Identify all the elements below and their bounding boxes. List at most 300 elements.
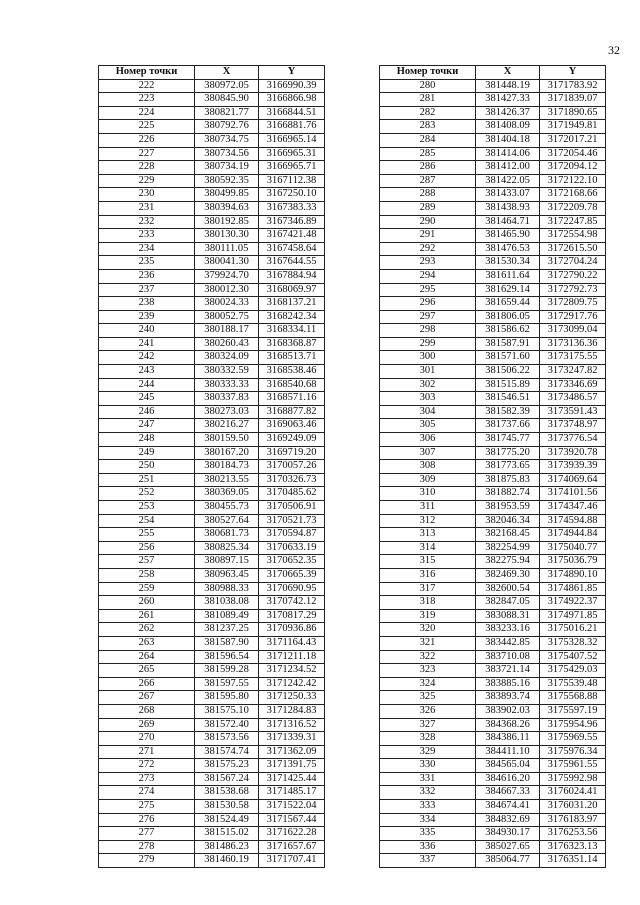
table-row	[99, 650, 325, 664]
point-number-cell: 315	[380, 555, 476, 569]
point-number-cell: 250	[99, 460, 195, 474]
x-coordinate-cell: 380734.56	[195, 147, 259, 161]
x-coordinate-cell: 385027.65	[476, 840, 540, 854]
y-coordinate-cell: 3172168.66	[540, 188, 606, 202]
x-coordinate-cell: 381611.64	[476, 269, 540, 283]
table-row	[99, 677, 325, 691]
y-coordinate-cell: 3171839.07	[540, 93, 606, 107]
x-coordinate-cell: 381574.74	[195, 745, 259, 759]
y-coordinate-cell: 3173748.97	[540, 419, 606, 433]
point-number-cell: 337	[380, 854, 476, 868]
table-row	[99, 704, 325, 718]
x-coordinate-cell: 381506.22	[476, 365, 540, 379]
x-coordinate-cell: 381465.90	[476, 229, 540, 243]
x-coordinate-cell: 384667.33	[476, 786, 540, 800]
x-coordinate-cell: 380499.85	[195, 188, 259, 202]
table-row	[99, 691, 325, 705]
y-coordinate-cell: 3171567.44	[259, 813, 325, 827]
table-row	[99, 201, 325, 215]
point-number-cell: 223	[99, 93, 195, 107]
table-row	[380, 392, 606, 406]
point-number-cell: 313	[380, 528, 476, 542]
y-coordinate-cell: 3174944.84	[540, 528, 606, 542]
point-number-cell: 235	[99, 256, 195, 270]
table-row	[99, 596, 325, 610]
point-number-cell: 263	[99, 636, 195, 650]
y-coordinate-cell: 3167346.89	[259, 215, 325, 229]
point-number-cell: 249	[99, 446, 195, 460]
x-coordinate-cell: 381595.80	[195, 691, 259, 705]
y-coordinate-cell: 3173591.43	[540, 405, 606, 419]
table-row	[380, 147, 606, 161]
table-row	[99, 229, 325, 243]
table-row	[380, 93, 606, 107]
table-row	[99, 433, 325, 447]
x-coordinate-cell: 381737.66	[476, 419, 540, 433]
y-coordinate-cell: 3166965.71	[259, 161, 325, 175]
table-row	[380, 541, 606, 555]
y-coordinate-cell: 3176024.41	[540, 786, 606, 800]
table-row	[99, 732, 325, 746]
point-number-cell: 305	[380, 419, 476, 433]
y-coordinate-cell: 3176323.13	[540, 840, 606, 854]
y-coordinate-cell: 3170326.73	[259, 473, 325, 487]
x-coordinate-cell: 380333.33	[195, 378, 259, 392]
table-row	[380, 242, 606, 256]
x-coordinate-cell: 381953.59	[476, 501, 540, 515]
y-coordinate-cell: 3174922.37	[540, 596, 606, 610]
y-coordinate-cell: 3171242.42	[259, 677, 325, 691]
x-coordinate-cell: 384565.04	[476, 759, 540, 773]
x-coordinate-cell: 381486.23	[195, 840, 259, 854]
y-coordinate-cell: 3167644.55	[259, 256, 325, 270]
x-coordinate-cell: 380332.59	[195, 365, 259, 379]
point-number-cell: 302	[380, 378, 476, 392]
y-coordinate-cell: 3173346.69	[540, 378, 606, 392]
point-number-cell: 332	[380, 786, 476, 800]
table-row	[380, 337, 606, 351]
table-row	[99, 664, 325, 678]
x-coordinate-cell: 380052.75	[195, 310, 259, 324]
y-coordinate-cell: 3167112.38	[259, 174, 325, 188]
table-row	[380, 732, 606, 746]
y-coordinate-cell: 3175040.77	[540, 541, 606, 555]
point-number-cell: 309	[380, 473, 476, 487]
y-coordinate-cell: 3168334.11	[259, 324, 325, 338]
y-coordinate-cell: 3172917.76	[540, 310, 606, 324]
point-number-cell: 293	[380, 256, 476, 270]
table-row	[99, 609, 325, 623]
table-row	[99, 215, 325, 229]
y-coordinate-cell: 3168242.34	[259, 310, 325, 324]
x-coordinate-cell: 381530.58	[195, 800, 259, 814]
y-coordinate-cell: 3167884.94	[259, 269, 325, 283]
table-row	[380, 79, 606, 93]
table-row	[380, 297, 606, 311]
table-row	[380, 365, 606, 379]
y-coordinate-cell: 3174347.46	[540, 501, 606, 515]
table-row	[99, 297, 325, 311]
point-number-cell: 237	[99, 283, 195, 297]
point-number-cell: 242	[99, 351, 195, 365]
point-number-cell: 228	[99, 161, 195, 175]
x-coordinate-cell: 380167.20	[195, 446, 259, 460]
table-row	[380, 120, 606, 134]
point-number-cell: 314	[380, 541, 476, 555]
point-number-cell: 245	[99, 392, 195, 406]
x-coordinate-cell: 380159.50	[195, 433, 259, 447]
point-number-cell: 277	[99, 827, 195, 841]
x-coordinate-cell: 383442.85	[476, 636, 540, 650]
table-row	[380, 188, 606, 202]
x-coordinate-cell: 380845.90	[195, 93, 259, 107]
x-coordinate-cell: 381806.05	[476, 310, 540, 324]
point-number-cell: 301	[380, 365, 476, 379]
table-row	[99, 487, 325, 501]
x-coordinate-cell: 384386.11	[476, 732, 540, 746]
table-row	[99, 460, 325, 474]
y-coordinate-cell: 3166990.39	[259, 79, 325, 93]
point-number-cell: 319	[380, 609, 476, 623]
point-number-cell: 312	[380, 514, 476, 528]
table-header-row	[99, 66, 325, 80]
x-coordinate-cell: 380527.64	[195, 514, 259, 528]
point-number-cell: 306	[380, 433, 476, 447]
x-coordinate-cell: 380184.73	[195, 460, 259, 474]
y-coordinate-cell: 3171362.09	[259, 745, 325, 759]
page-number: 32	[608, 43, 620, 57]
y-coordinate-cell: 3171485.17	[259, 786, 325, 800]
table-row	[380, 704, 606, 718]
table-row	[380, 460, 606, 474]
x-coordinate-cell: 384616.20	[476, 772, 540, 786]
y-coordinate-cell: 3175328.32	[540, 636, 606, 650]
table-row	[99, 79, 325, 93]
point-number-cell: 236	[99, 269, 195, 283]
table-row	[380, 283, 606, 297]
y-coordinate-cell: 3174594.88	[540, 514, 606, 528]
x-coordinate-cell: 383902.03	[476, 704, 540, 718]
point-number-cell: 239	[99, 310, 195, 324]
x-coordinate-cell: 380455.73	[195, 501, 259, 515]
x-coordinate-cell: 381587.91	[476, 337, 540, 351]
table-row	[380, 596, 606, 610]
point-number-cell: 259	[99, 582, 195, 596]
x-coordinate-cell: 380213.55	[195, 473, 259, 487]
point-number-cell: 270	[99, 732, 195, 746]
y-coordinate-cell: 3172554.98	[540, 229, 606, 243]
point-number-cell: 328	[380, 732, 476, 746]
table-row	[380, 351, 606, 365]
x-coordinate-cell: 381515.89	[476, 378, 540, 392]
table-row	[99, 405, 325, 419]
point-number-cell: 280	[380, 79, 476, 93]
y-coordinate-cell: 3176031.20	[540, 800, 606, 814]
point-number-cell: 295	[380, 283, 476, 297]
x-coordinate-cell: 381460.19	[195, 854, 259, 868]
point-number-cell: 324	[380, 677, 476, 691]
y-coordinate-cell: 3174101.56	[540, 487, 606, 501]
y-coordinate-cell: 3172122.10	[540, 174, 606, 188]
x-coordinate-cell: 382600.54	[476, 582, 540, 596]
y-coordinate-cell: 3168368.87	[259, 337, 325, 351]
table-row	[99, 854, 325, 868]
table-row	[380, 161, 606, 175]
table-row	[380, 419, 606, 433]
y-coordinate-cell: 3166881.76	[259, 120, 325, 134]
table-row	[380, 650, 606, 664]
y-coordinate-cell: 3170521.73	[259, 514, 325, 528]
table-row	[99, 555, 325, 569]
y-coordinate-cell: 3172615.50	[540, 242, 606, 256]
point-number-cell: 308	[380, 460, 476, 474]
x-coordinate-cell: 381575.10	[195, 704, 259, 718]
point-number-cell: 294	[380, 269, 476, 283]
point-number-cell: 257	[99, 555, 195, 569]
table-row	[380, 813, 606, 827]
x-coordinate-cell: 382254.99	[476, 541, 540, 555]
x-coordinate-cell: 381546.51	[476, 392, 540, 406]
x-coordinate-cell: 380188.17	[195, 324, 259, 338]
x-coordinate-cell: 380734.75	[195, 133, 259, 147]
header-point-number: Номер точки	[99, 66, 195, 80]
x-coordinate-cell: 381875.83	[476, 473, 540, 487]
table-row	[99, 283, 325, 297]
y-coordinate-cell: 3171657.67	[259, 840, 325, 854]
y-coordinate-cell: 3168877.82	[259, 405, 325, 419]
table-row	[99, 473, 325, 487]
y-coordinate-cell: 3173099.04	[540, 324, 606, 338]
y-coordinate-cell: 3175036.79	[540, 555, 606, 569]
table-row	[380, 215, 606, 229]
table-row	[380, 310, 606, 324]
point-number-cell: 327	[380, 718, 476, 732]
point-number-cell: 330	[380, 759, 476, 773]
point-number-cell: 253	[99, 501, 195, 515]
x-coordinate-cell: 383088.31	[476, 609, 540, 623]
y-coordinate-cell: 3170633.19	[259, 541, 325, 555]
y-coordinate-cell: 3175407.52	[540, 650, 606, 664]
point-number-cell: 273	[99, 772, 195, 786]
coordinates-table-right	[379, 65, 606, 868]
point-number-cell: 307	[380, 446, 476, 460]
table-row	[99, 501, 325, 515]
x-coordinate-cell: 381567.24	[195, 772, 259, 786]
point-number-cell: 255	[99, 528, 195, 542]
y-coordinate-cell: 3176183.97	[540, 813, 606, 827]
table-row	[380, 827, 606, 841]
point-number-cell: 317	[380, 582, 476, 596]
x-coordinate-cell: 380012.30	[195, 283, 259, 297]
x-coordinate-cell: 380792.76	[195, 120, 259, 134]
y-coordinate-cell: 3174861.85	[540, 582, 606, 596]
point-number-cell: 310	[380, 487, 476, 501]
table-row	[380, 201, 606, 215]
table-row	[380, 229, 606, 243]
x-coordinate-cell: 380111.05	[195, 242, 259, 256]
header-y: Y	[259, 66, 325, 80]
table-row	[99, 133, 325, 147]
x-coordinate-cell: 380734.19	[195, 161, 259, 175]
y-coordinate-cell: 3166866.98	[259, 93, 325, 107]
point-number-cell: 224	[99, 106, 195, 120]
y-coordinate-cell: 3170742.12	[259, 596, 325, 610]
y-coordinate-cell: 3173920.78	[540, 446, 606, 460]
y-coordinate-cell: 3168513.71	[259, 351, 325, 365]
point-number-cell: 266	[99, 677, 195, 691]
x-coordinate-cell: 380324.09	[195, 351, 259, 365]
point-number-cell: 336	[380, 840, 476, 854]
x-coordinate-cell: 381573.56	[195, 732, 259, 746]
point-number-cell: 267	[99, 691, 195, 705]
y-coordinate-cell: 3173136.36	[540, 337, 606, 351]
table-row	[99, 840, 325, 854]
point-number-cell: 251	[99, 473, 195, 487]
y-coordinate-cell: 3171425.44	[259, 772, 325, 786]
point-number-cell: 233	[99, 229, 195, 243]
table-row	[99, 120, 325, 134]
table-row	[380, 854, 606, 868]
x-coordinate-cell: 381596.54	[195, 650, 259, 664]
table-row	[380, 269, 606, 283]
x-coordinate-cell: 381530.34	[476, 256, 540, 270]
y-coordinate-cell: 3171622.28	[259, 827, 325, 841]
y-coordinate-cell: 3172792.73	[540, 283, 606, 297]
x-coordinate-cell: 381438.93	[476, 201, 540, 215]
point-number-cell: 254	[99, 514, 195, 528]
point-number-cell: 318	[380, 596, 476, 610]
table-row	[380, 568, 606, 582]
point-number-cell: 329	[380, 745, 476, 759]
x-coordinate-cell: 381515.02	[195, 827, 259, 841]
header-x: X	[195, 66, 259, 80]
table-row	[99, 786, 325, 800]
table-row	[99, 541, 325, 555]
x-coordinate-cell: 380273.03	[195, 405, 259, 419]
table-row	[99, 310, 325, 324]
table-row	[380, 745, 606, 759]
y-coordinate-cell: 3171783.92	[540, 79, 606, 93]
table-row	[380, 433, 606, 447]
y-coordinate-cell: 3175969.55	[540, 732, 606, 746]
y-coordinate-cell: 3175568.88	[540, 691, 606, 705]
y-coordinate-cell: 3172247.85	[540, 215, 606, 229]
point-number-cell: 264	[99, 650, 195, 664]
y-coordinate-cell: 3171522.04	[259, 800, 325, 814]
point-number-cell: 269	[99, 718, 195, 732]
point-number-cell: 288	[380, 188, 476, 202]
table-row	[99, 568, 325, 582]
point-number-cell: 326	[380, 704, 476, 718]
table-row	[380, 405, 606, 419]
point-number-cell: 289	[380, 201, 476, 215]
y-coordinate-cell: 3171949.81	[540, 120, 606, 134]
table-row	[380, 378, 606, 392]
y-coordinate-cell: 3170936.86	[259, 623, 325, 637]
table-row	[380, 609, 606, 623]
point-number-cell: 238	[99, 297, 195, 311]
y-coordinate-cell: 3176253.56	[540, 827, 606, 841]
y-coordinate-cell: 3172209.78	[540, 201, 606, 215]
y-coordinate-cell: 3175954.96	[540, 718, 606, 732]
point-number-cell: 258	[99, 568, 195, 582]
table-row	[99, 378, 325, 392]
table-row	[99, 800, 325, 814]
y-coordinate-cell: 3171316.52	[259, 718, 325, 732]
point-number-cell: 297	[380, 310, 476, 324]
table-row	[99, 188, 325, 202]
y-coordinate-cell: 3167458.64	[259, 242, 325, 256]
table-row	[380, 324, 606, 338]
y-coordinate-cell: 3169249.09	[259, 433, 325, 447]
y-coordinate-cell: 3170594.87	[259, 528, 325, 542]
x-coordinate-cell: 381433.07	[476, 188, 540, 202]
x-coordinate-cell: 383233.16	[476, 623, 540, 637]
y-coordinate-cell: 3167250.10	[259, 188, 325, 202]
x-coordinate-cell: 381629.14	[476, 283, 540, 297]
x-coordinate-cell: 380825.34	[195, 541, 259, 555]
x-coordinate-cell: 384832.69	[476, 813, 540, 827]
x-coordinate-cell: 381571.60	[476, 351, 540, 365]
y-coordinate-cell: 3174890.10	[540, 568, 606, 582]
point-number-cell: 226	[99, 133, 195, 147]
x-coordinate-cell: 381476.53	[476, 242, 540, 256]
y-coordinate-cell: 3171284.83	[259, 704, 325, 718]
point-number-cell: 246	[99, 405, 195, 419]
point-number-cell: 247	[99, 419, 195, 433]
x-coordinate-cell: 384368.26	[476, 718, 540, 732]
y-coordinate-cell: 3166965.31	[259, 147, 325, 161]
y-coordinate-cell: 3173776.54	[540, 433, 606, 447]
table-row	[380, 636, 606, 650]
x-coordinate-cell: 382275.94	[476, 555, 540, 569]
point-number-cell: 287	[380, 174, 476, 188]
table-row	[99, 827, 325, 841]
point-number-cell: 316	[380, 568, 476, 582]
x-coordinate-cell: 384674.41	[476, 800, 540, 814]
table-row	[99, 623, 325, 637]
point-number-cell: 331	[380, 772, 476, 786]
x-coordinate-cell: 380897.15	[195, 555, 259, 569]
y-coordinate-cell: 3171234.52	[259, 664, 325, 678]
point-number-cell: 262	[99, 623, 195, 637]
point-number-cell: 225	[99, 120, 195, 134]
table-row	[380, 772, 606, 786]
x-coordinate-cell: 381597.55	[195, 677, 259, 691]
y-coordinate-cell: 3168137.21	[259, 297, 325, 311]
x-coordinate-cell: 381422.05	[476, 174, 540, 188]
point-number-cell: 285	[380, 147, 476, 161]
x-coordinate-cell: 381426.37	[476, 106, 540, 120]
y-coordinate-cell: 3172790.22	[540, 269, 606, 283]
table-row	[99, 106, 325, 120]
table-row	[380, 555, 606, 569]
y-coordinate-cell: 3175429.03	[540, 664, 606, 678]
table-row	[380, 623, 606, 637]
x-coordinate-cell: 380592.35	[195, 174, 259, 188]
point-number-cell: 321	[380, 636, 476, 650]
table-row	[99, 419, 325, 433]
point-number-cell: 291	[380, 229, 476, 243]
y-coordinate-cell: 3168538.46	[259, 365, 325, 379]
point-number-cell: 333	[380, 800, 476, 814]
x-coordinate-cell: 380972.05	[195, 79, 259, 93]
y-coordinate-cell: 3173247.82	[540, 365, 606, 379]
x-coordinate-cell: 379924.70	[195, 269, 259, 283]
y-coordinate-cell: 3166844.51	[259, 106, 325, 120]
table-row	[99, 93, 325, 107]
x-coordinate-cell: 381575.23	[195, 759, 259, 773]
